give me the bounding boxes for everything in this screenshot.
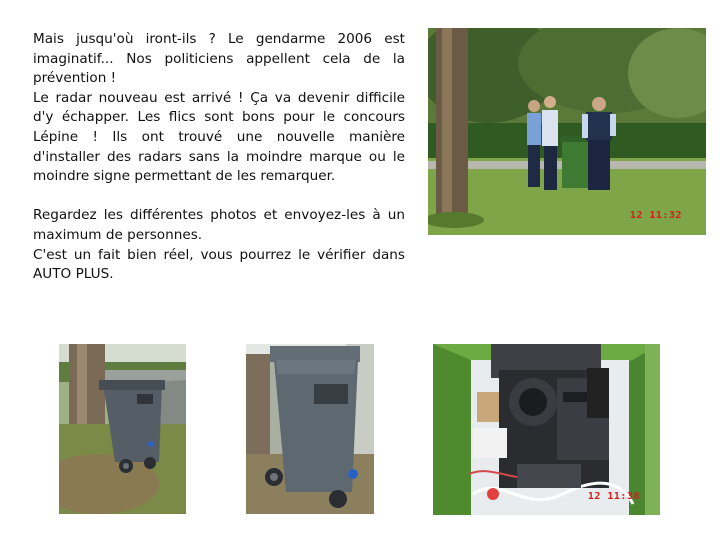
bin-closeup-photo bbox=[246, 344, 374, 514]
photo-timestamp: 12 11:32 bbox=[629, 210, 682, 221]
bin-front-photo-image bbox=[59, 344, 186, 514]
paragraph-spacer bbox=[33, 187, 405, 207]
radar-inside-photo-image bbox=[433, 344, 660, 515]
police-photo-image bbox=[428, 28, 706, 235]
paragraph-share: Regardez les différentes photos et envoyez-les à un maximum de personnes. bbox=[33, 207, 405, 243]
radar-inside-photo bbox=[433, 344, 660, 515]
article-text bbox=[33, 30, 405, 285]
paragraph-radar: Le radar nouveau est arrivé ! Ça va devenir difficile d'y échapper. Les flics sont bons pour le concours Lépine ! Ils ont trouvé une nouvelle manière d'installer des radars sans la moindre marque ou le moindre signe permettant de les remarquer. bbox=[33, 89, 405, 185]
police-photo bbox=[428, 28, 706, 235]
bin-front-photo bbox=[59, 344, 186, 514]
paragraph-auto-plus: C'est un fait bien réel, vous pourrez le vérifier dans AUTO PLUS. bbox=[33, 246, 405, 283]
photo-timestamp: 12 11:38 bbox=[587, 491, 640, 502]
bin-closeup-photo-image bbox=[246, 344, 374, 514]
paragraph-intro: Mais jusqu'où iront-ils ? Le gendarme 2006 est imaginatif... Nos politiciens appellent cela de la prévention ! bbox=[33, 31, 405, 87]
